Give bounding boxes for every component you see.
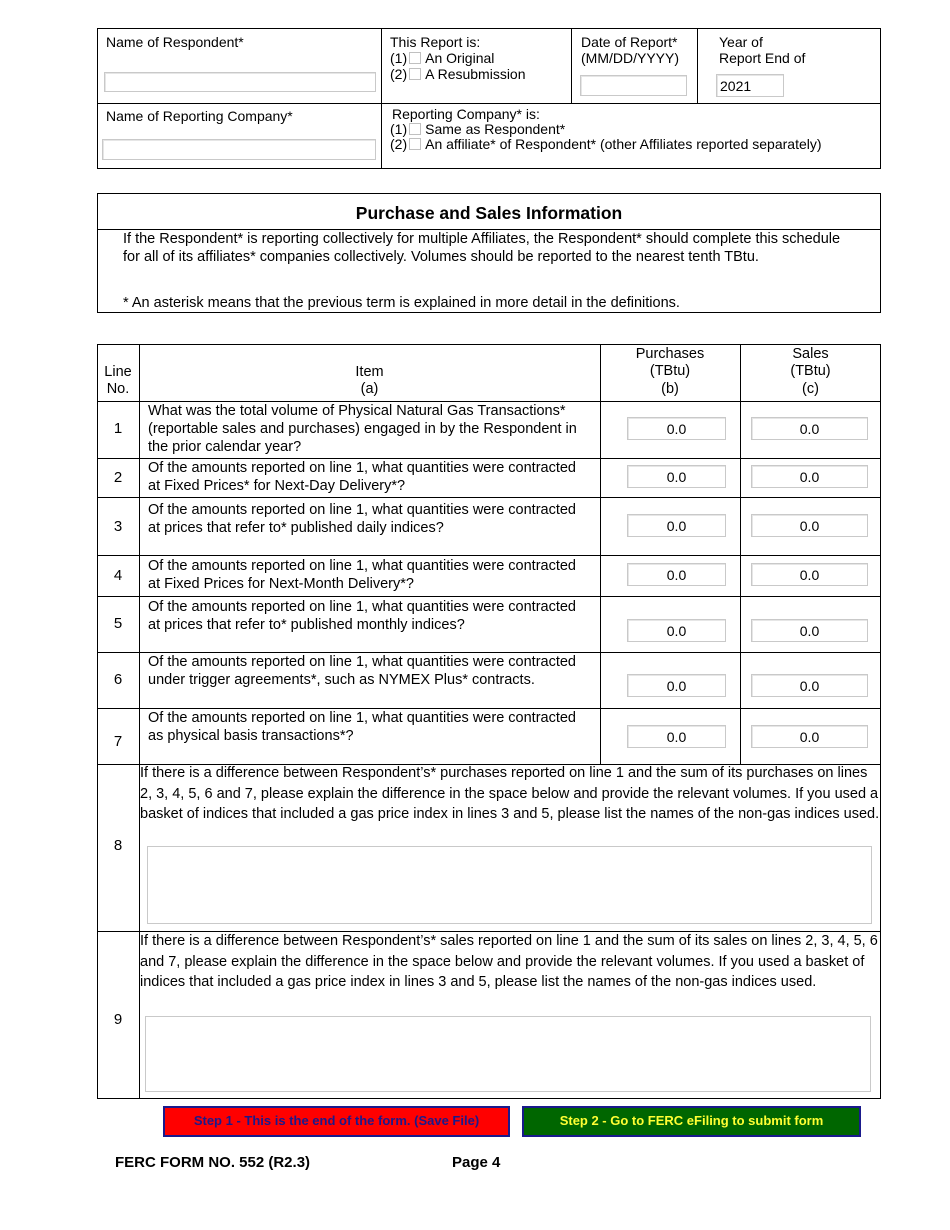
row-item-text: Of the amounts reported on line 1, what quantities were contracted as physical basis transactions*?: [148, 710, 576, 744]
header-col-divider: [381, 28, 382, 169]
original-option: [390, 50, 494, 66]
asterisk-note: * An asterisk means that the previous term is explained in more detail in the definitions.: [123, 295, 680, 311]
table-rule: [97, 497, 881, 498]
sales-difference-explanation-field[interactable]: [145, 1016, 871, 1092]
line-number: 1: [113, 420, 123, 437]
row-item-text: What was the total volume of Physical Natural Gas Transactions* (reportable sales and purchases) engaged in by the Respondent in the prior calendar year?: [148, 403, 577, 455]
original-num: (1): [390, 50, 408, 66]
col-purchases-header: (b): [661, 381, 679, 397]
line-number: 4: [113, 567, 123, 584]
header-col-divider: [571, 28, 572, 103]
row-item-text: Of the amounts reported on line 1, what quantities were contracted under trigger agreements*, such as NYMEX Plus* contracts.: [148, 654, 576, 688]
same-label: Same as Respondent*: [425, 121, 566, 137]
form-number: FERC FORM NO. 552 (R2.3): [115, 1154, 311, 1171]
original-checkbox[interactable]: [409, 52, 421, 64]
resubmission-option: [390, 66, 526, 82]
purchases-difference-explanation-field[interactable]: [147, 846, 872, 924]
info-body: If the Respondent* is reporting collectively for multiple Affiliates, the Respondent* should complete this schedule for all of its affiliates* companies collectively. Volumes should be reported to the nearest tenth TBtu.: [123, 231, 841, 265]
line-number: 9: [113, 1011, 123, 1028]
report-is-label: This Report is:: [390, 34, 481, 50]
col-sales-header: Sales: [792, 346, 829, 362]
save-file-button[interactable]: Step 1 - This is the end of the form. (Save File): [163, 1106, 510, 1137]
same-as-option: [390, 121, 565, 137]
page-number: Page 4: [452, 1154, 501, 1171]
header-row-divider: [97, 103, 881, 104]
date-label-line2: (MM/DD/YYYY): [581, 50, 679, 66]
reporting-company-field[interactable]: [102, 139, 376, 160]
header-col-divider: [697, 28, 698, 103]
line-number: 3: [113, 518, 123, 535]
info-title-divider: [97, 229, 881, 230]
purchases-field[interactable]: 0.0: [627, 417, 726, 440]
col-purchases-header: Purchases: [635, 346, 705, 362]
sales-field[interactable]: 0.0: [751, 417, 868, 440]
same-num: (1): [390, 121, 408, 137]
reporting-is-label: Reporting Company* is:: [392, 106, 540, 122]
sales-field[interactable]: 0.0: [751, 674, 868, 697]
sales-field[interactable]: 0.0: [751, 725, 868, 748]
row-item-text: Of the amounts reported on line 1, what quantities were contracted at prices that refer to* published monthly indices?: [148, 599, 576, 633]
same-as-respondent-checkbox[interactable]: [409, 123, 421, 135]
line-number: 7: [113, 733, 123, 750]
row-item-text: Of the amounts reported on line 1, what quantities were contracted at Fixed Prices* for Next-Day Delivery*?: [148, 460, 576, 494]
purchases-field[interactable]: 0.0: [627, 465, 726, 488]
resubmission-num: (2): [390, 66, 408, 82]
reporting-company-label: Name of Reporting Company*: [106, 108, 293, 124]
year-field[interactable]: 2021: [716, 74, 784, 97]
purchases-field[interactable]: 0.0: [627, 563, 726, 586]
date-label-line1: Date of Report*: [581, 34, 678, 50]
table-rule: [600, 344, 601, 764]
purchases-field[interactable]: 0.0: [627, 674, 726, 697]
year-label-line2: Report End of: [719, 50, 806, 66]
table-rule: [740, 344, 741, 764]
purchases-field[interactable]: 0.0: [627, 514, 726, 537]
sales-field[interactable]: 0.0: [751, 514, 868, 537]
col-purchases-header: (TBtu): [649, 363, 691, 379]
respondent-name-label: Name of Respondent*: [106, 34, 244, 50]
affiliate-checkbox[interactable]: [409, 138, 421, 150]
efiling-button[interactable]: Step 2 - Go to FERC eFiling to submit form: [522, 1106, 861, 1137]
year-label-line1: Year of: [719, 34, 763, 50]
row-item-text: Of the amounts reported on line 1, what quantities were contracted at Fixed Prices for Next-Month Delivery*?: [148, 558, 576, 592]
table-rule: [97, 596, 881, 597]
affiliate-label: An affiliate* of Respondent* (other Affiliates reported separately): [425, 136, 822, 152]
line-number: 6: [113, 671, 123, 688]
line-number: 8: [113, 837, 123, 854]
line-number: 5: [113, 615, 123, 632]
row-item-text: Of the amounts reported on line 1, what quantities were contracted at prices that refer to* published daily indices?: [148, 502, 576, 536]
resubmission-checkbox[interactable]: [409, 68, 421, 80]
col-sales-header: (c): [802, 381, 819, 397]
sales-field[interactable]: 0.0: [751, 563, 868, 586]
affiliate-num: (2): [390, 136, 408, 152]
info-title: Purchase and Sales Information: [355, 203, 623, 223]
affiliate-option: [390, 136, 822, 152]
col-item-header: Item: [355, 364, 384, 380]
col-item-header: (a): [360, 381, 379, 397]
line-number: 2: [113, 469, 123, 486]
row-8-instructions: If there is a difference between Respondent’s* purchases reported on line 1 and the sum of its purchases on lines 2, 3, 4, 5, 6 and 7, please explain the difference in the space below and provide the relevant volumes. If you used a basket of indices that included a gas price index in lines 3 and 5, please list the names of the non-gas indices used.: [140, 765, 880, 822]
sales-field[interactable]: 0.0: [751, 619, 868, 642]
row-9-instructions: If there is a difference between Respondent’s* sales reported on line 1 and the sum of its sales on lines 2, 3, 4, 5, 6 and 7, please explain the difference in the space below and provide the relevant volumes. If you used a basket of indices that included a gas price index in lines 3 and 5, please list the names of the non-gas indices used.: [140, 933, 878, 990]
purchases-field[interactable]: 0.0: [627, 619, 726, 642]
sales-field[interactable]: 0.0: [751, 465, 868, 488]
table-rule: [97, 555, 881, 556]
respondent-name-field[interactable]: [104, 72, 376, 92]
col-line-header: No.: [106, 381, 130, 397]
col-sales-header: (TBtu): [790, 363, 831, 379]
original-label: An Original: [425, 50, 495, 66]
date-of-report-field[interactable]: [580, 75, 687, 96]
purchases-field[interactable]: 0.0: [627, 725, 726, 748]
col-line-header: Line: [104, 364, 132, 380]
resubmission-label: A Resubmission: [425, 66, 526, 82]
